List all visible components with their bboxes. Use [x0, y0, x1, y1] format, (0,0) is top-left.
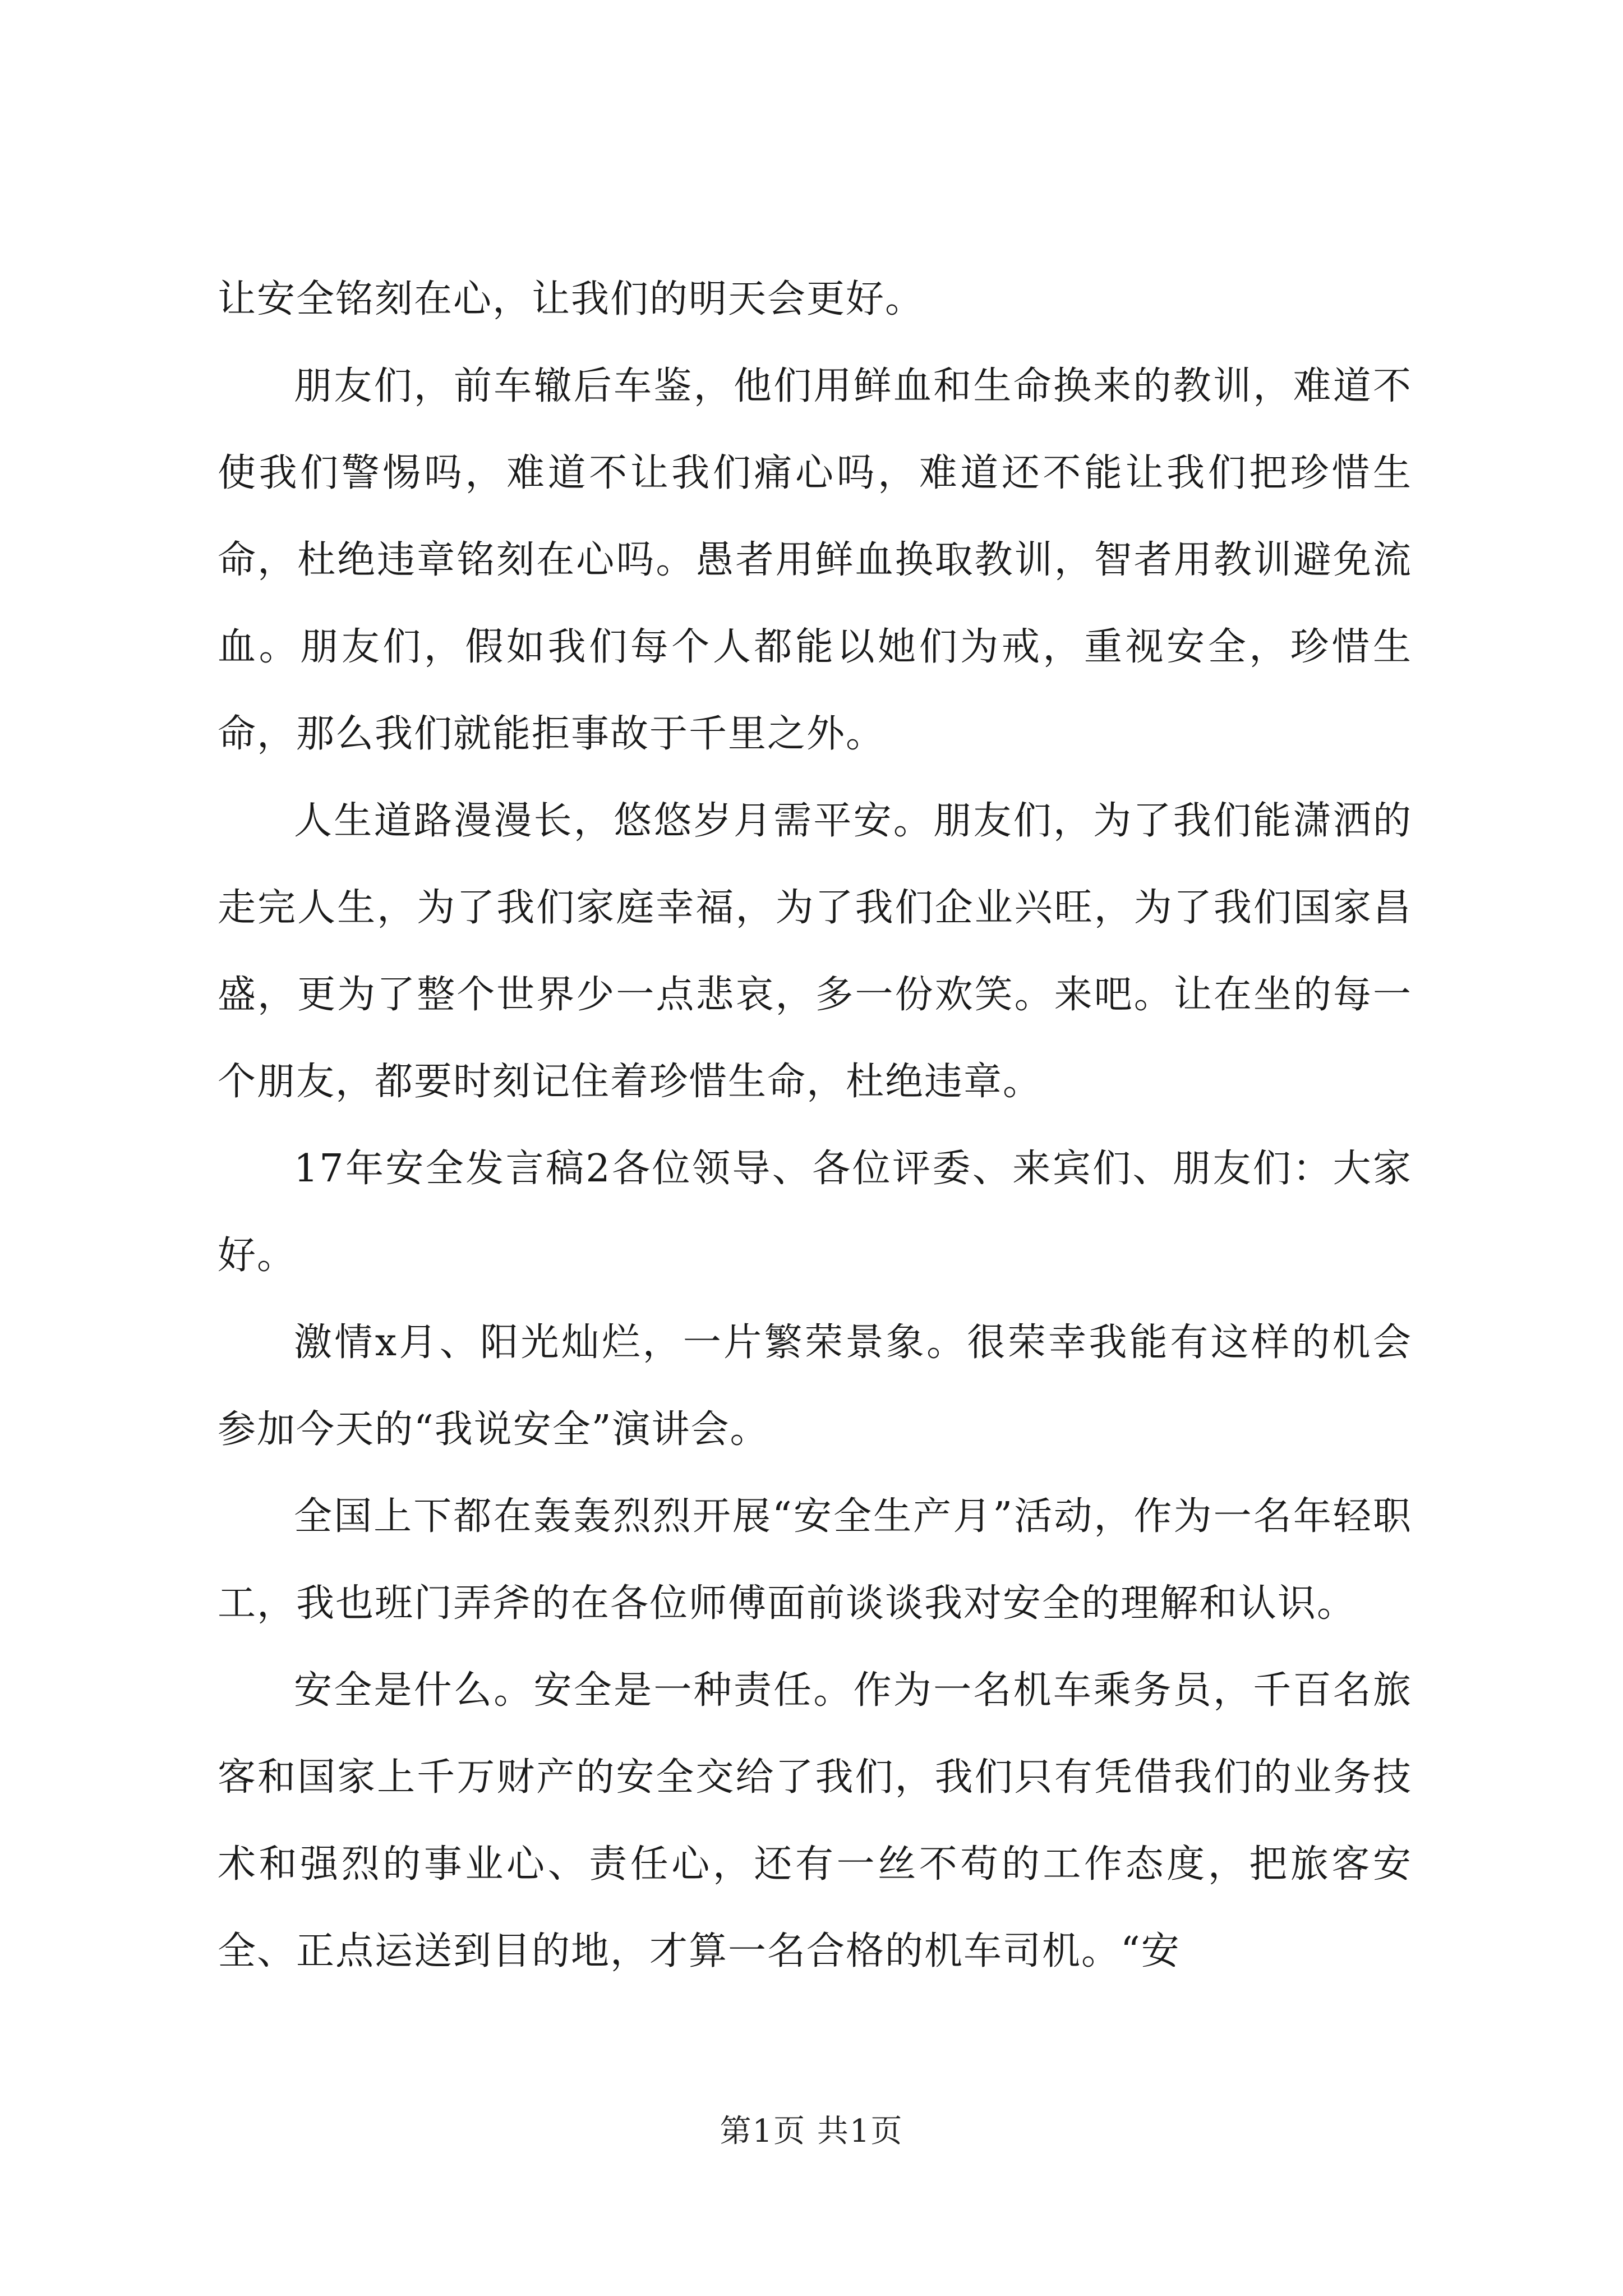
paragraph-3: 人生道路漫漫长，悠悠岁月需平安。朋友们，为了我们能潇洒的走完人生，为了我们家庭幸福，为了我们企业兴旺，为了我们国家昌盛，更为了整个世界少一点悲哀，多一份欢笑。来吧。让在坐的每一个朋友，都要时刻记住着珍惜生命，杜绝违章。	[218, 799, 1412, 1104]
paragraph-5: 激情x月、阳光灿烂，一片繁荣景象。很荣幸我能有这样的机会参加今天的“我说安全”演讲会。	[218, 1320, 1412, 1452]
paragraph-2: 朋友们，前车辙后车鉴，他们用鲜血和生命换来的教训，难道不使我们警惕吗，难道不让我们痛心吗，难道还不能让我们把珍惜生命，杜绝违章铭刻在心吗。愚者用鲜血换取教训，智者用教训避免流血。朋友们，假如我们每个人都能以她们为戒，重视安全，珍惜生命，那么我们就能拒事故于千里之外。	[218, 364, 1412, 756]
paragraph-7: 安全是什么。安全是一种责任。作为一名机车乘务员，千百名旅客和国家上千万财产的安全交给了我们，我们只有凭借我们的业务技术和强烈的事业心、责任心，还有一丝不苟的工作态度，把旅客安全、正点运送到目的地，才算一名合格的机车司机。“安	[218, 1668, 1412, 1973]
page-footer: 第1页 共1页	[720, 2113, 903, 2150]
paragraph-4: 17年安全发言稿2各位领导、各位评委、来宾们、朋友们：大家好。	[218, 1147, 1412, 1278]
paragraph-1: 让安全铭刻在心，让我们的明天会更好。	[218, 277, 925, 321]
paragraph-6: 全国上下都在轰轰烈烈开展“安全生产月”活动，作为一名年轻职工，我也班门弄斧的在各位师傅面前谈谈我对安全的理解和认识。	[218, 1494, 1412, 1626]
document-body	[218, 256, 1412, 1995]
